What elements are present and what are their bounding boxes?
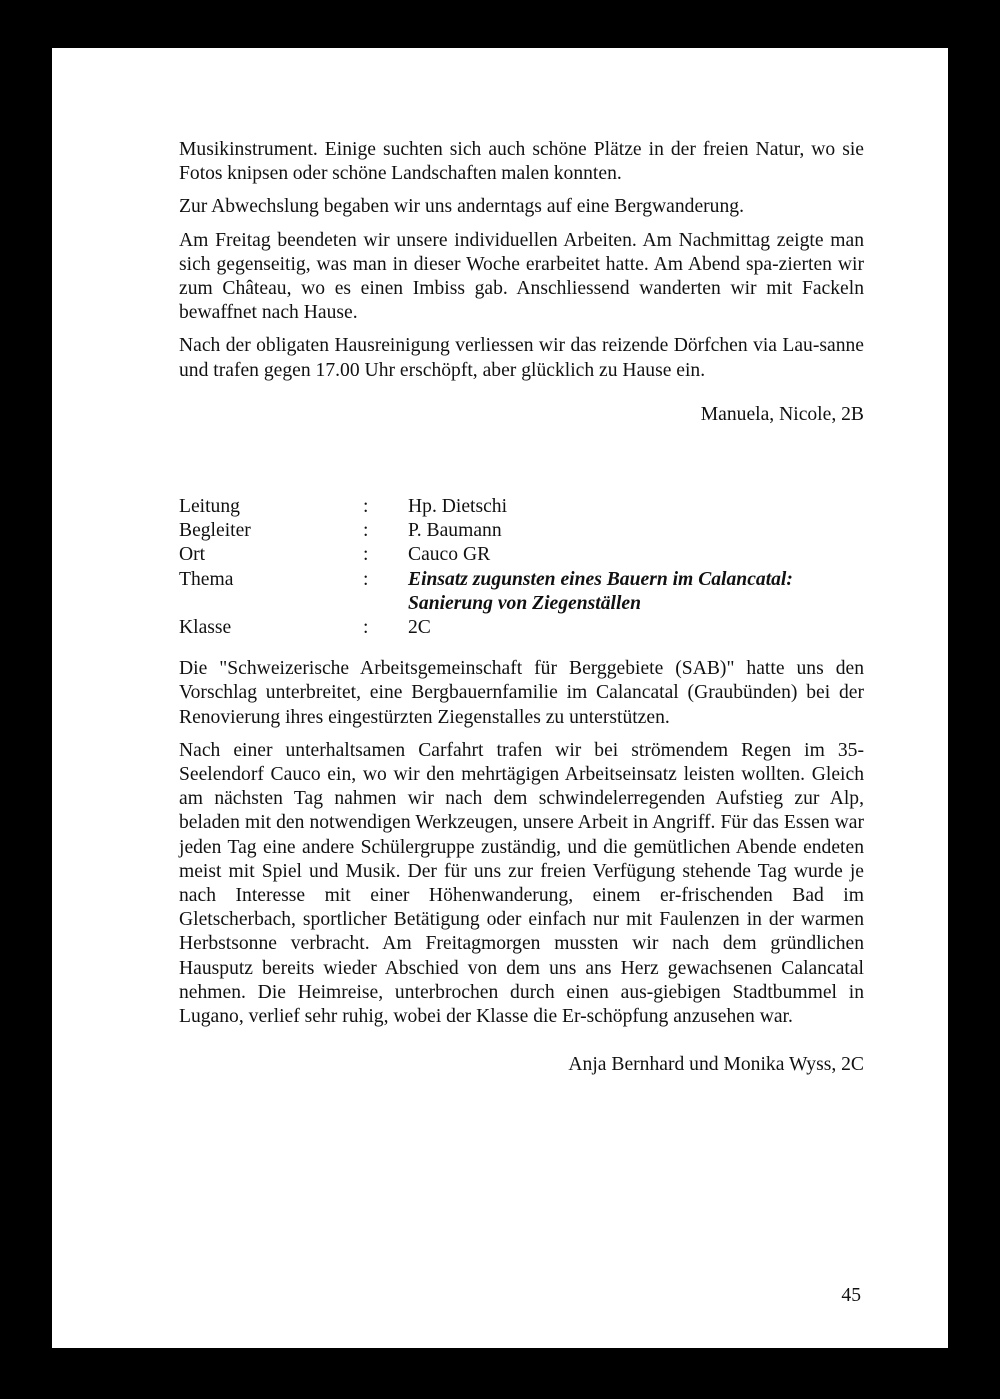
page-content	[179, 138, 864, 1077]
report1-paragraph-1: Musikinstrument. Einige suchten sich auch schöne Plätze in der freien Natur, wo sie Fotos knipsen oder schöne Landschaften malen konnten.	[179, 139, 864, 185]
info-value-thema-line-2: Sanierung von Ziegenställen	[408, 592, 641, 614]
info-row-ort	[179, 543, 864, 567]
info-value-thema-line-1: Einsatz zugunsten eines Bauern im Calancatal:	[408, 568, 793, 590]
info-row-klasse	[179, 616, 864, 640]
info-colon: :	[363, 568, 369, 590]
info-value-begleiter: P. Baumann	[408, 520, 502, 542]
info-gap	[179, 640, 864, 657]
info-label-thema: Thema	[179, 568, 234, 590]
info-row-begleiter	[179, 519, 864, 543]
info-label-klasse: Klasse	[179, 616, 232, 638]
document-page	[52, 48, 948, 1348]
report1-paragraph-4: Nach der obligaten Hausreinigung verliessen wir das reizende Dörfchen via Lau-sanne und trafen gegen 17.00 Uhr erschöpft, aber glücklich zu Hause ein.	[179, 335, 864, 381]
info-value-ort: Cauco GR	[408, 544, 491, 566]
info-label-leitung: Leitung	[179, 496, 240, 518]
info-colon: :	[363, 496, 369, 518]
info-colon: :	[363, 520, 369, 542]
page-number: 45	[841, 1285, 861, 1306]
report2-signature: Anja Bernhard und Monika Wyss, 2C	[568, 1054, 864, 1076]
info-label-ort: Ort	[179, 544, 206, 566]
info-value-leitung: Hp. Dietschi	[408, 496, 508, 518]
report1-paragraph-2: Zur Abwechslung begaben wir uns anderntags auf eine Bergwanderung.	[179, 196, 744, 218]
report1-signature: Manuela, Nicole, 2B	[700, 403, 864, 425]
section-spacer	[179, 427, 864, 495]
info-value-klasse: 2C	[408, 616, 431, 638]
report2-paragraph-2: Nach einer unterhaltsamen Carfahrt trafen wir bei strömendem Regen im 35-Seelendorf Cauco ein, wo wir den mehrtägigen Arbeitseinsatz leisten wollten. Gleich am nächsten Tag nahmen wir nach dem schwindelerregenden Aufstieg zur Alp, beladen mit den notwendigen Werkzeugen, unsere Arbeit in Angriff. Für das Essen war jeden Tag eine andere Schülergruppe zuständig, und die gemütlichen Abende endeten meist mit Spiel und Musik. Der für uns zur freien Verfügung stehende Tag wurde je nach Interesse mit einer Höhenwanderung, einem er-frischenden Bad im Gletscherbach, sportlicher Betätigung oder einfach nur mit Faulenzen in der warmen Herbstsonne verbracht. Am Freitagmorgen mussten wir nach dem gründlichen Hausputz bereits wieder Abschied von dem uns ans Herz gewachsenen Calancatal nehmen. Die Heimreise, unterbrochen durch einen aus-giebigen Stadtbummel in Lugano, verlief sehr ruhig, wobei der Klasse die Er-schöpfung anzusehen war.	[179, 739, 864, 1028]
info-row-thema	[179, 568, 864, 616]
report2-paragraph-1: Die "Schweizerische Arbeitsgemeinschaft für Berggebiete (SAB)" hatte uns den Vorschlag unterbreitet, eine Bergbauernfamilie im Calancatal (Graubünden) bei der Renovierung ihres eingestürzten Ziegenstalles zu unterstützen.	[179, 658, 864, 728]
info-value-thema	[408, 568, 793, 616]
info-colon: :	[363, 544, 369, 566]
info-row-leitung	[179, 495, 864, 519]
info-table	[179, 495, 864, 640]
info-colon: :	[363, 616, 369, 638]
info-label-begleiter: Begleiter	[179, 520, 251, 542]
report1-paragraph-3: Am Freitag beendeten wir unsere individuellen Arbeiten. Am Nachmittag zeigte man sich gegenseitig, was man in dieser Woche erarbeitet hatte. Am Abend spa-zierten wir zum Château, wo es einen Imbiss gab. Anschliessend wanderten wir mit Fackeln bewaffnet nach Hause.	[179, 229, 864, 324]
